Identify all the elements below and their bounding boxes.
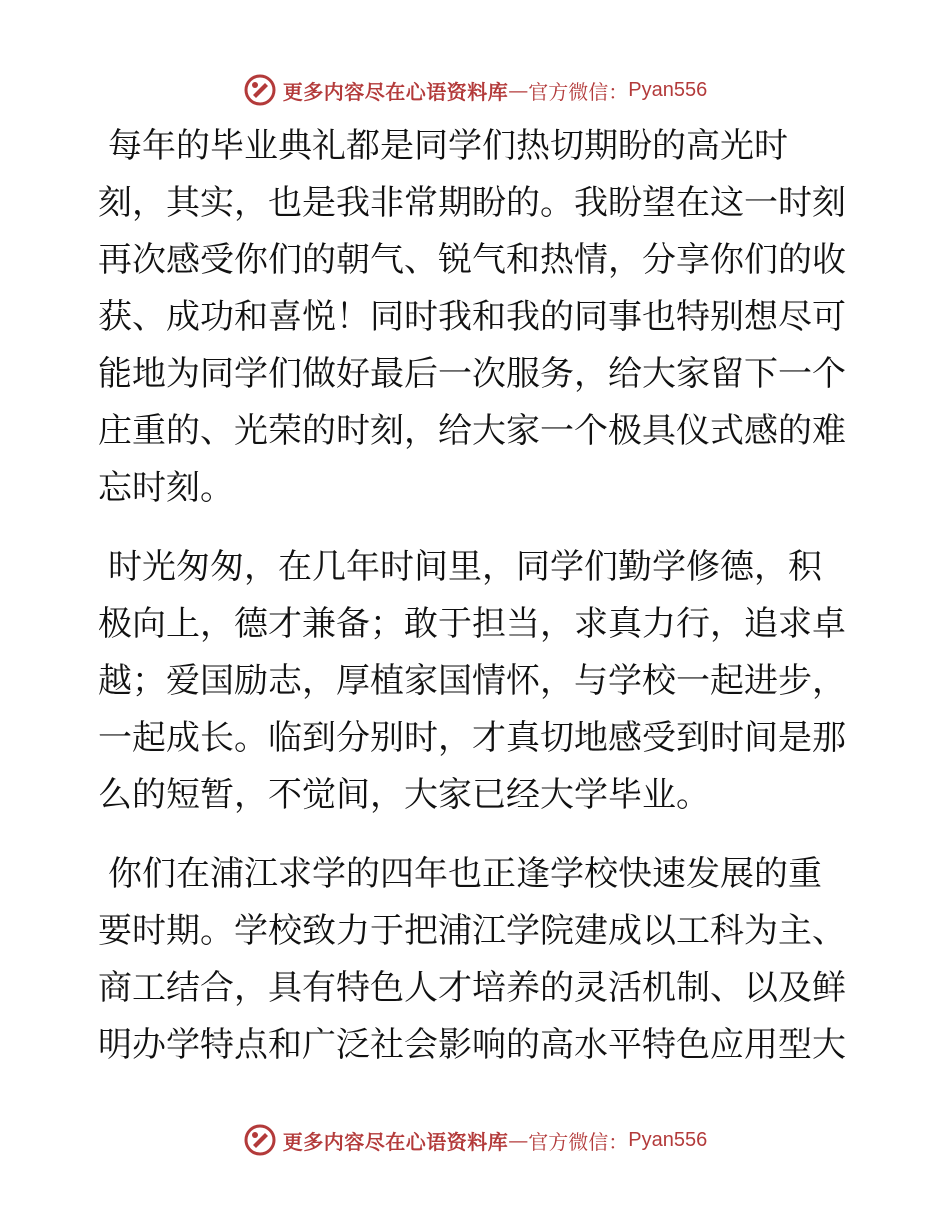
brand-logo-icon (243, 1123, 277, 1157)
text-line: 获、成功和喜悦！同时我和我的同事也特别想尽可 (98, 297, 846, 337)
text-line: 要时期。学校致力于把浦江学院建成以工科为主、 (98, 911, 846, 951)
header-dash: — (508, 78, 529, 102)
brand-logo-icon (243, 73, 277, 107)
text-line: 每年的毕业典礼都是同学们热切期盼的高光时 (108, 126, 788, 166)
paragraph-2 (98, 539, 858, 824)
paragraph-1 (98, 118, 858, 517)
text-line: 一起成长。临到分别时，才真切地感受到时间是那 (98, 718, 846, 758)
text-line: 忘时刻。 (98, 468, 234, 508)
text-line: 越；爱国励志，厚植家国情怀，与学校一起进步， (98, 661, 846, 701)
footer-wechat-label: 官方微信： (528, 1129, 629, 1154)
text-line: 商工结合，具有特色人才培养的灵活机制、以及鲜 (98, 968, 846, 1008)
footer-dash: — (508, 1128, 529, 1152)
text-line: 再次感受你们的朝气、锐气和热情，分享你们的收 (98, 240, 846, 280)
text-line: 你们在浦江求学的四年也正逢学校快速发展的重 (108, 854, 822, 894)
footer-banner (0, 1122, 950, 1158)
text-line: 时光匆匆，在几年时间里，同学们勤学修德，积 (108, 547, 822, 587)
header-wechat-id: Pyan556 (628, 78, 708, 101)
header-banner (0, 72, 950, 108)
text-line: 明办学特点和广泛社会影响的高水平特色应用型大 (98, 1025, 846, 1065)
footer-brand-text: 更多内容尽在心语资料库 (282, 1129, 509, 1154)
text-line: 么的短暂，不觉间，大家已经大学毕业。 (98, 775, 710, 815)
text-line: 刻，其实，也是我非常期盼的。我盼望在这一时刻 (98, 183, 846, 223)
paragraph-3 (98, 846, 858, 1074)
footer-wechat-id: Pyan556 (628, 1128, 708, 1151)
text-line: 极向上，德才兼备；敢于担当，求真力行，追求卓 (98, 604, 846, 644)
header-wechat-label: 官方微信： (528, 79, 629, 104)
header-brand-text: 更多内容尽在心语资料库 (282, 79, 509, 104)
text-line: 能地为同学们做好最后一次服务，给大家留下一个 (98, 354, 846, 394)
document-body (98, 118, 858, 1096)
text-line: 庄重的、光荣的时刻，给大家一个极具仪式感的难 (98, 411, 846, 451)
